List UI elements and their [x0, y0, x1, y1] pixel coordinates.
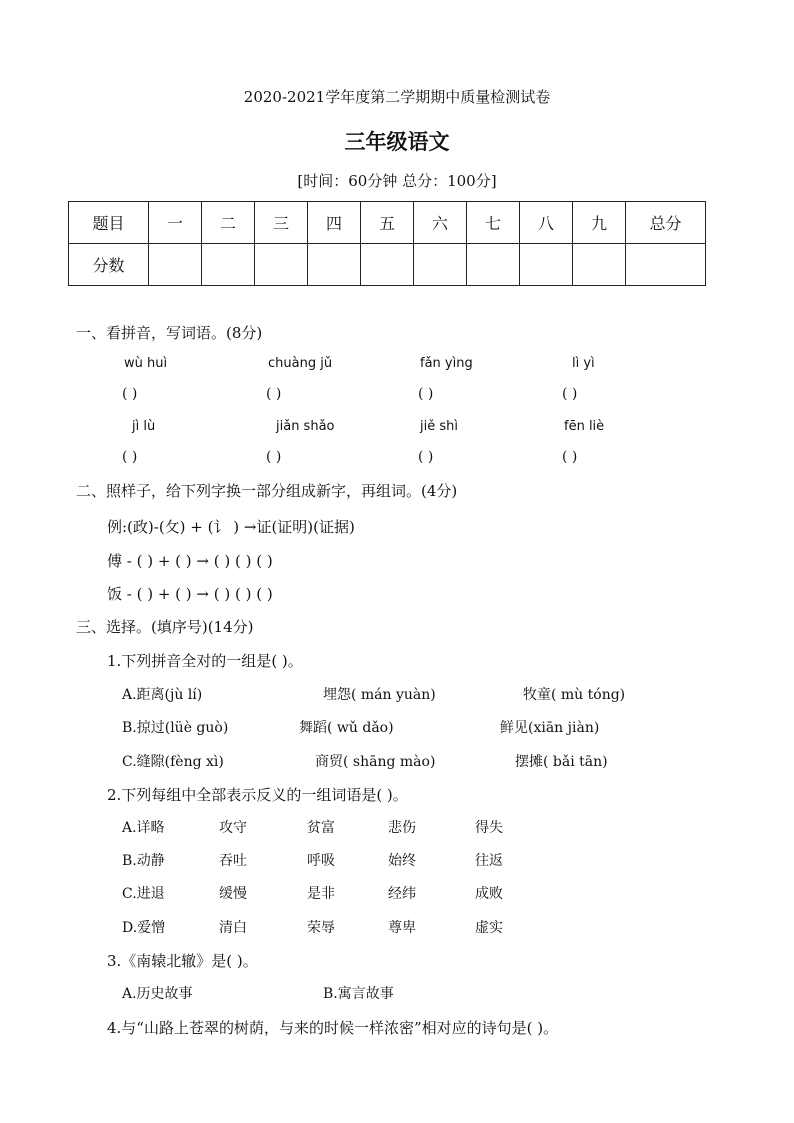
score-table — [68, 201, 706, 286]
answer-blank[interactable]: ( ) — [122, 449, 138, 465]
question-4: 4.与“山路上苍翠的树荫，与来的时候一样浓密”相对应的诗句是( )。 — [107, 1019, 559, 1037]
score-table-header-row — [69, 202, 706, 244]
pinyin-item: jiǎn shǎo — [276, 419, 335, 434]
score-field[interactable] — [361, 244, 414, 286]
question-3: 3.《南辕北辙》是( )。 — [107, 952, 258, 970]
q1-option-a3: 牧童( mù tóng) — [523, 687, 626, 703]
pinyin-item: fǎn yìng — [420, 356, 473, 371]
table-cell-q5: 五 — [361, 202, 414, 244]
subject-title: 三年级语文 — [344, 129, 450, 154]
answer-blank[interactable]: ( ) — [418, 449, 434, 465]
pinyin-item: fēn liè — [564, 419, 605, 434]
q2-word: 悲伤 — [388, 820, 416, 836]
section3-heading: 三、选择。(填序号)(14分) — [76, 618, 254, 636]
score-field[interactable] — [308, 244, 361, 286]
q3-option-a: A.历史故事 — [122, 986, 193, 1002]
q2-word: 攻守 — [219, 820, 247, 836]
answer-blank[interactable]: ( ) — [562, 449, 578, 465]
q1-option-b2: 舞蹈( wǔ dǎo) — [299, 720, 394, 736]
score-table-score-row — [69, 244, 706, 286]
q2-word: 虚实 — [475, 920, 503, 936]
table-cell-q9: 九 — [573, 202, 626, 244]
q2-word: 尊卑 — [388, 920, 416, 936]
table-cell-q2: 二 — [202, 202, 255, 244]
section2-line2[interactable]: 饭 - ( ) + ( ) → ( ) ( ) ( ) — [107, 585, 273, 603]
section2-line1[interactable]: 傅 - ( ) + ( ) → ( ) ( ) ( ) — [107, 552, 273, 570]
score-field[interactable] — [255, 244, 308, 286]
score-field[interactable] — [467, 244, 520, 286]
q3-option-b: B.寓言故事 — [323, 986, 394, 1002]
answer-blank[interactable]: ( ) — [122, 386, 138, 402]
q2-word: 荣辱 — [307, 920, 335, 936]
table-cell-score-label: 分数 — [69, 244, 149, 286]
table-cell-total: 总分 — [626, 202, 706, 244]
q2-word: 吞吐 — [219, 853, 247, 869]
q1-option-c3: 摆摊( bǎi tān) — [515, 754, 608, 770]
table-cell-q1: 一 — [149, 202, 202, 244]
question-1: 1.下列拼音全对的一组是( )。 — [107, 652, 303, 670]
q1-option-c2: 商贸( shāng mào) — [315, 754, 436, 770]
section2-example: 例:(政)-(攵) + (讠 ) →证(证明)(证据) — [107, 518, 355, 536]
q2-word: 往返 — [475, 853, 503, 869]
score-field[interactable] — [414, 244, 467, 286]
q1-option-c1: C.缝隙(fèng xì) — [122, 754, 224, 770]
answer-blank[interactable]: ( ) — [266, 449, 282, 465]
answer-blank[interactable]: ( ) — [418, 386, 434, 402]
exam-info: [时间：60分钟 总分：100分] — [297, 172, 497, 190]
table-cell-q8: 八 — [520, 202, 573, 244]
table-cell-label: 题目 — [69, 202, 149, 244]
table-cell-q3: 三 — [255, 202, 308, 244]
pinyin-item: jì lù — [132, 419, 156, 434]
score-field-total[interactable] — [626, 244, 706, 286]
pinyin-item: chuàng jǔ — [268, 356, 333, 371]
q2-word: 清白 — [219, 920, 247, 936]
score-field[interactable] — [202, 244, 255, 286]
pinyin-item: lì yì — [572, 356, 595, 371]
q2-word: 是非 — [307, 886, 335, 902]
pinyin-item: wù huì — [124, 356, 168, 371]
table-cell-q4: 四 — [308, 202, 361, 244]
q2-word: 始终 — [388, 853, 416, 869]
q2-word: 贫富 — [307, 820, 335, 836]
exam-title: 2020-2021学年度第二学期期中质量检测试卷 — [243, 88, 551, 106]
q1-option-a1: A.距离(jù lí) — [122, 687, 203, 703]
q1-option-a2: 埋怨( mán yuàn) — [323, 687, 436, 703]
pinyin-item: jiě shì — [420, 419, 458, 434]
q2-word: 经纬 — [388, 886, 416, 902]
q2-word: B.动静 — [122, 853, 165, 869]
table-cell-q6: 六 — [414, 202, 467, 244]
table-cell-q7: 七 — [467, 202, 520, 244]
q2-word: 成败 — [475, 886, 503, 902]
q2-word: 得失 — [475, 820, 503, 836]
answer-blank[interactable]: ( ) — [266, 386, 282, 402]
q2-word: 呼吸 — [307, 853, 335, 869]
q2-word: C.进退 — [122, 886, 165, 902]
score-field[interactable] — [520, 244, 573, 286]
section1-heading: 一、看拼音，写词语。(8分) — [76, 324, 263, 342]
q1-option-b3: 鲜见(xiān jiàn) — [500, 720, 600, 736]
q2-word: 缓慢 — [219, 886, 247, 902]
section2-heading: 二、照样子，给下列字换一部分组成新字，再组词。(4分) — [76, 482, 458, 500]
score-field[interactable] — [149, 244, 202, 286]
q2-word: D.爱憎 — [122, 920, 166, 936]
q1-option-b1: B.掠过(lüè guò) — [122, 720, 229, 736]
score-field[interactable] — [573, 244, 626, 286]
answer-blank[interactable]: ( ) — [562, 386, 578, 402]
q2-word: A.详略 — [122, 820, 165, 836]
question-2: 2.下列每组中全部表示反义的一组词语是( )。 — [107, 786, 408, 804]
